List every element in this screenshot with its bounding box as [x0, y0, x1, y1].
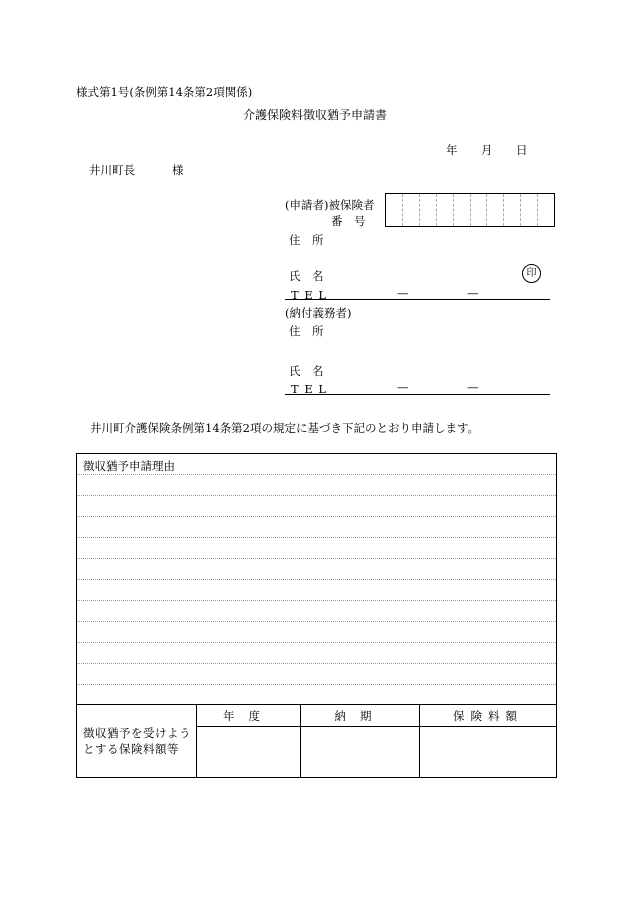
applicant-tel-separator: — [467, 286, 479, 300]
premium-amount-cell[interactable] [421, 728, 555, 776]
date-month-label: 月 [481, 143, 493, 157]
applicant-tel-label: T E L [291, 288, 328, 302]
applicant-name-label: 氏 名 [289, 269, 324, 283]
payer-address-label: 住 所 [289, 324, 324, 338]
reason-title: 徴収猶予申請理由 [83, 459, 175, 473]
payer-label: (納付義務者) [285, 306, 352, 320]
reason-line [77, 537, 556, 538]
reason-line [77, 621, 556, 622]
reason-section[interactable] [76, 453, 557, 705]
payer-tel-label: T E L [291, 382, 328, 396]
reason-line [77, 495, 556, 496]
fee-row-label-line2: とする保険料額等 [83, 742, 179, 756]
date-year-label: 年 [446, 143, 458, 157]
applicant-label: (申請者)被保険者 [285, 198, 375, 212]
reason-line [77, 579, 556, 580]
payer-tel-separator: — [467, 380, 479, 394]
insured-number-label: 番 号 [331, 214, 366, 228]
reason-line [77, 663, 556, 664]
application-statement: 井川町介護保険条例第14条第2項の規定に基づき下記のとおり申請します。 [90, 421, 480, 435]
honorific: 様 [172, 163, 184, 177]
form-number: 様式第1号(条例第14条第2項関係) [76, 85, 253, 99]
applicant-tel-separator: — [397, 286, 409, 300]
insured-number-field[interactable] [385, 193, 555, 227]
applicant-address-label: 住 所 [289, 233, 324, 247]
fee-column-premium-amount: 保険料額 [453, 709, 523, 723]
reason-line [77, 684, 556, 685]
reason-line [77, 474, 556, 475]
reason-line [77, 600, 556, 601]
fee-row-label-line1: 徴収猶予を受けよう [83, 726, 191, 740]
reason-line [77, 516, 556, 517]
fiscal-year-cell[interactable] [198, 728, 299, 776]
fee-table [76, 704, 557, 778]
payer-tel-underline [285, 394, 550, 395]
fee-column-fiscal-year: 年度 [223, 709, 274, 723]
payer-name-label: 氏 名 [289, 364, 324, 378]
payer-tel-separator: — [397, 380, 409, 394]
fee-column-due-period: 納期 [334, 709, 386, 723]
reason-line [77, 642, 556, 643]
fee-table-header-divider [197, 726, 556, 727]
reason-line [77, 558, 556, 559]
form-title: 介護保険料徴収猶予申請書 [243, 108, 388, 122]
seal-mark: 印 [522, 264, 541, 283]
applicant-tel-underline [285, 299, 550, 300]
date-day-label: 日 [516, 143, 528, 157]
due-period-cell[interactable] [302, 728, 418, 776]
fee-row-label [83, 725, 191, 757]
addressee: 井川町長 [89, 163, 135, 177]
